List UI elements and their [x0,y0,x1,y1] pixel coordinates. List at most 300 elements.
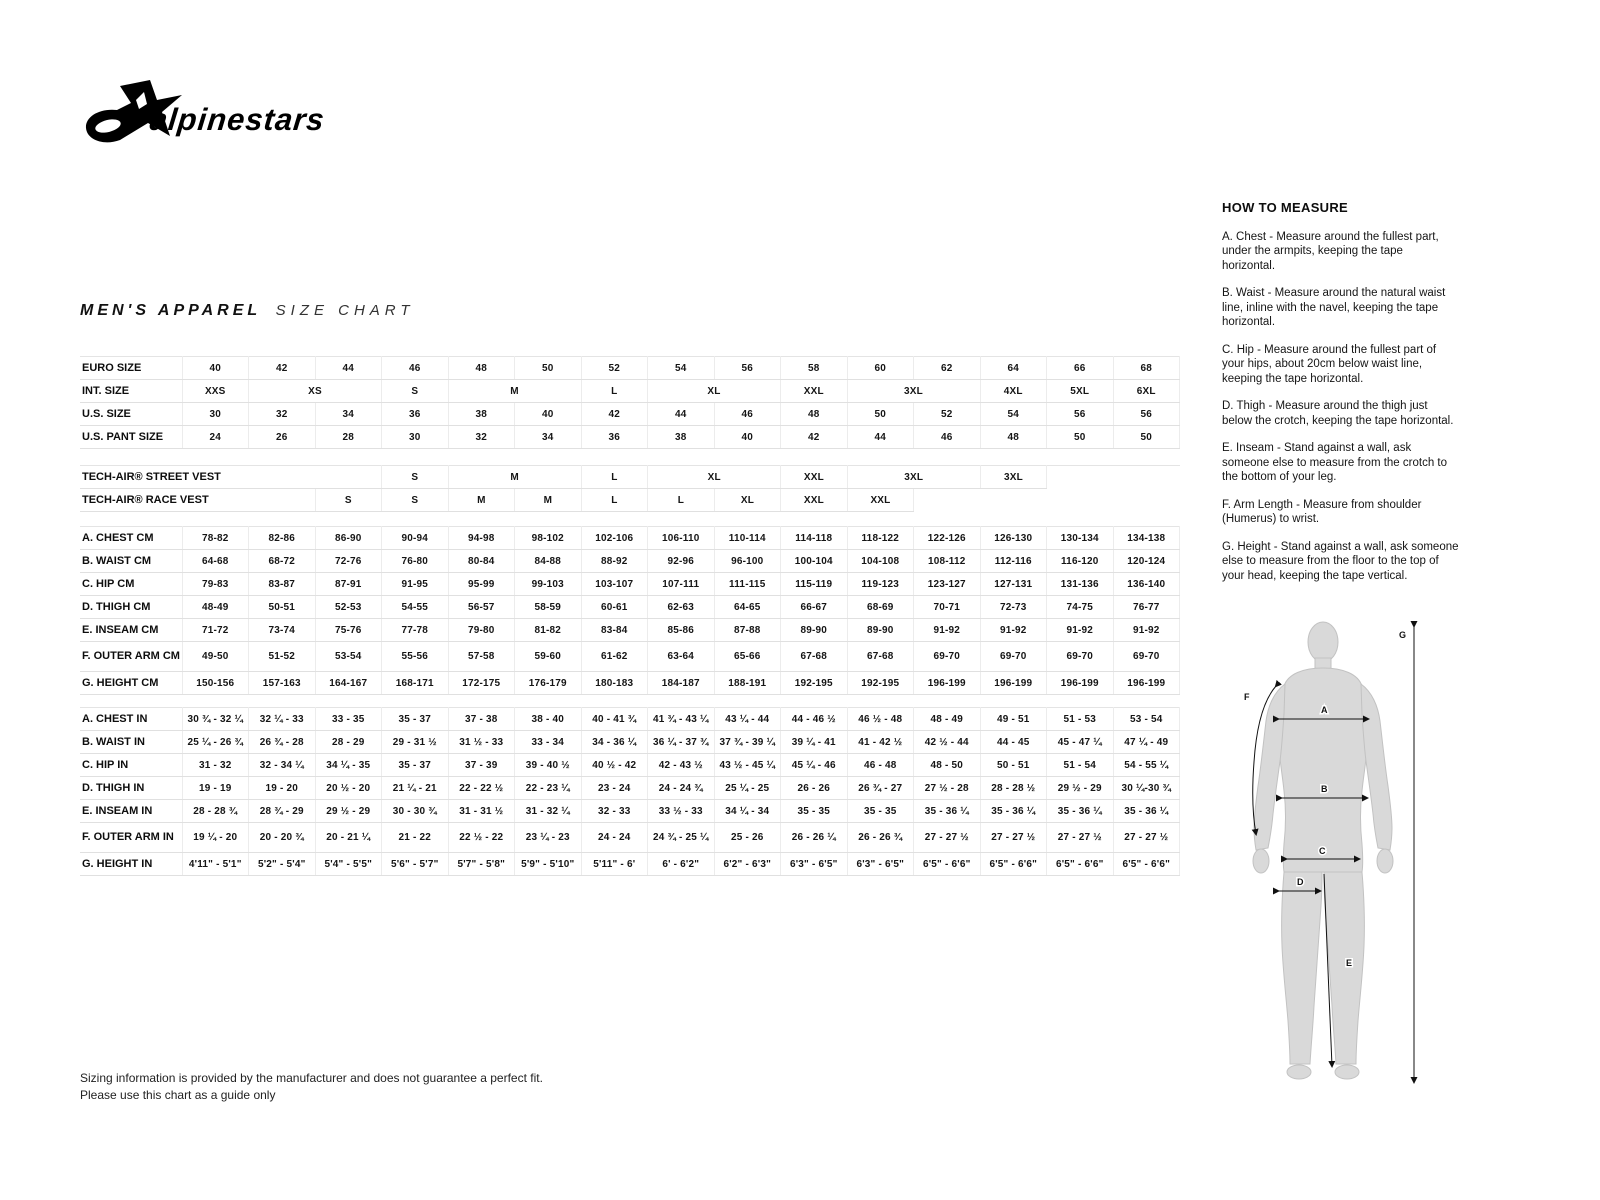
size-cell: 56-57 [448,596,515,619]
size-cell: 116-120 [1047,550,1114,573]
size-cell: 35 - 36 ¼ [1113,800,1180,823]
size-cell: XXS [182,380,249,403]
size-cell: 102-106 [581,527,648,550]
size-cell: 55-56 [382,642,449,672]
size-cell: 39 - 40 ½ [515,754,582,777]
size-cell: 40 [182,357,249,380]
size-cell: 27 - 27 ½ [1047,823,1114,853]
size-cell: 63-64 [648,642,715,672]
size-cell: 24 - 24 [581,823,648,853]
size-cell: 53-54 [315,642,382,672]
size-cell: 157-163 [249,672,316,695]
size-cell: 67-68 [781,642,848,672]
size-cell: 82-86 [249,527,316,550]
size-cell: 34 ¼ - 35 [315,754,382,777]
size-cell: 134-138 [1113,527,1180,550]
size-cell: 164-167 [315,672,382,695]
size-cell: 131-136 [1047,573,1114,596]
size-cell: 44 - 46 ½ [781,708,848,731]
size-cell: 26 ¾ - 27 [847,777,914,800]
size-cell: 32 [249,403,316,426]
row-label: G. HEIGHT CM [80,672,182,695]
size-cell: 48 [781,403,848,426]
size-table-sizes [80,356,1180,449]
size-cell: 30 - 30 ¾ [382,800,449,823]
size-cell: 150-156 [182,672,249,695]
size-cell: 108-112 [914,550,981,573]
size-cell: 20 - 21 ¼ [315,823,382,853]
size-cell: 50 [515,357,582,380]
title-main: MEN'S APPAREL [80,302,262,319]
measure-guide-item: G. Height - Stand against a wall, ask someone else to measure from the floor to the top of your head, keeping the tape vertical. [1222,540,1459,582]
size-cell: 38 - 40 [515,708,582,731]
size-cell: 54-55 [382,596,449,619]
size-cell: 24 [182,426,249,449]
size-cell: 5XL [1047,380,1114,403]
size-cell: 5'9" - 5'10" [515,853,582,876]
size-cell: 64 [980,357,1047,380]
size-cell: 114-118 [781,527,848,550]
row-label: E. INSEAM CM [80,619,182,642]
size-cell: 3XL [847,380,980,403]
body-diagram [1228,616,1428,1094]
footer-line-1: Sizing information is provided by the manufacturer and does not guarantee a perfect fit. [80,1071,543,1085]
size-cell: 33 - 34 [515,731,582,754]
size-cell: 35 - 35 [781,800,848,823]
size-cell: 19 - 20 [249,777,316,800]
size-cell: M [448,466,581,489]
size-cell: 22 - 23 ¼ [515,777,582,800]
size-cell: 62-63 [648,596,715,619]
footer-note [80,1070,543,1104]
size-cell: 44 [648,403,715,426]
size-cell: 47 ¼ - 49 [1113,731,1180,754]
size-cell: 53 - 54 [1113,708,1180,731]
size-cell: 95-99 [448,573,515,596]
measure-guide-item: C. Hip - Measure around the fullest part of your hips, about 20cm below waist line, keeping the tape horizontal. [1222,343,1437,385]
size-cell: 76-77 [1113,596,1180,619]
size-cell: 65-66 [714,642,781,672]
size-cell: 83-87 [249,573,316,596]
size-cell: M [515,489,582,512]
size-cell: 35 - 37 [382,708,449,731]
size-cell: 60-61 [581,596,648,619]
size-cell: 112-116 [980,550,1047,573]
size-cell: 52 [581,357,648,380]
size-cell: 26 - 26 ¼ [781,823,848,853]
size-cell: 91-92 [1047,619,1114,642]
size-cell: 176-179 [515,672,582,695]
size-cell: 110-114 [714,527,781,550]
size-cell: 6'3" - 6'5" [781,853,848,876]
size-cell: 34 - 36 ¼ [581,731,648,754]
size-cell: 24 - 24 ¾ [648,777,715,800]
size-cell: 27 - 27 ½ [1113,823,1180,853]
size-cell: 51 - 53 [1047,708,1114,731]
measure-label-c: C [1319,846,1326,856]
size-table-cm [80,526,1180,695]
size-cell: XL [714,489,781,512]
size-cell: 4XL [980,380,1047,403]
size-cell: 120-124 [1113,550,1180,573]
size-cell: L [581,466,648,489]
size-cell: 54 [980,403,1047,426]
row-label: TECH-AIR® STREET VEST [80,466,182,489]
size-cell: 86-90 [315,527,382,550]
size-cell: 48 - 50 [914,754,981,777]
size-cell: 26 - 26 [781,777,848,800]
size-cell: 32 ¼ - 33 [249,708,316,731]
row-label: TECH-AIR® RACE VEST [80,489,182,512]
size-cell: 26 - 26 ¾ [847,823,914,853]
size-cell: 87-91 [315,573,382,596]
size-cell: 123-127 [914,573,981,596]
size-cell: 30 ¾ - 32 ¼ [182,708,249,731]
size-cell: 29 ½ - 29 [1047,777,1114,800]
size-cell: 62 [914,357,981,380]
size-tables [80,356,1180,876]
size-cell: 30 ¼-30 ¾ [1113,777,1180,800]
size-cell: 31 - 31 ½ [448,800,515,823]
size-cell: 91-92 [980,619,1047,642]
size-cell: 91-92 [914,619,981,642]
size-cell [1047,466,1180,489]
size-cell: 64-68 [182,550,249,573]
size-cell: 41 - 42 ½ [847,731,914,754]
size-cell: 30 [382,426,449,449]
size-cell: 36 ¼ - 37 ¾ [648,731,715,754]
size-cell: 69-70 [1047,642,1114,672]
size-cell: 31 - 32 [182,754,249,777]
size-cell: 30 [182,403,249,426]
size-cell: 28 - 29 [315,731,382,754]
size-cell: 50 [847,403,914,426]
row-label: C. HIP IN [80,754,182,777]
measure-guide-item: B. Waist - Measure around the natural waist line, inline with the navel, keeping the tape horizontal. [1222,287,1446,329]
size-cell: 24 ¾ - 25 ¼ [648,823,715,853]
row-label: D. THIGH IN [80,777,182,800]
page-title [80,302,415,320]
size-cell: 104-108 [847,550,914,573]
row-label: EURO SIZE [80,357,182,380]
row-label: A. CHEST IN [80,708,182,731]
size-cell: 26 ¾ - 28 [249,731,316,754]
size-cell: 6'2" - 6'3" [714,853,781,876]
size-cell: 49-50 [182,642,249,672]
size-cell: 45 - 47 ¼ [1047,731,1114,754]
size-cell: 46 ½ - 48 [847,708,914,731]
size-cell: 172-175 [448,672,515,695]
size-cell: 35 - 35 [847,800,914,823]
size-cell: 136-140 [1113,573,1180,596]
size-cell: 28 [315,426,382,449]
size-cell: 46 [914,426,981,449]
row-label: INT. SIZE [80,380,182,403]
size-cell: 71-72 [182,619,249,642]
size-cell: 5'2" - 5'4" [249,853,316,876]
row-label: G. HEIGHT IN [80,853,182,876]
brand-logo [84,78,384,150]
size-cell: 48 [448,357,515,380]
size-cell: 69-70 [980,642,1047,672]
size-cell: 74-75 [1047,596,1114,619]
size-cell: 99-103 [515,573,582,596]
row-label: B. WAIST IN [80,731,182,754]
size-cell: 118-122 [847,527,914,550]
size-cell: 20 ½ - 20 [315,777,382,800]
size-cell: XXL [781,380,848,403]
size-cell: 6'5" - 6'6" [980,853,1047,876]
brand-wordmark: alpinestars [148,102,327,137]
size-cell: 196-199 [1047,672,1114,695]
size-cell: 34 [515,426,582,449]
size-cell: 56 [1047,403,1114,426]
row-label: U.S. PANT SIZE [80,426,182,449]
size-cell: 26 [249,426,316,449]
size-cell: 32 - 33 [581,800,648,823]
size-cell: 27 - 27 ½ [914,823,981,853]
size-cell: 5'4" - 5'5" [315,853,382,876]
size-cell: 25 - 26 [714,823,781,853]
row-label: F. OUTER ARM IN [80,823,182,853]
size-cell: 42 [581,403,648,426]
measure-guide-item: A. Chest - Measure around the fullest part, under the armpits, keeping the tape horizontal. [1222,231,1439,272]
measure-guide [1222,200,1459,596]
size-cell: 64-65 [714,596,781,619]
size-cell: 50 [1047,426,1114,449]
size-cell: XXL [847,489,914,512]
size-cell: 34 ¼ - 34 [714,800,781,823]
size-cell: 92-96 [648,550,715,573]
size-cell: XS [249,380,382,403]
size-cell: 68 [1113,357,1180,380]
size-cell: 68-72 [249,550,316,573]
size-cell: 115-119 [781,573,848,596]
size-cell: 46 [714,403,781,426]
size-cell: 87-88 [714,619,781,642]
size-cell: 54 [648,357,715,380]
row-label: A. CHEST CM [80,527,182,550]
size-cell: 22 ½ - 22 [448,823,515,853]
size-cell: 42 [781,426,848,449]
size-cell: 79-80 [448,619,515,642]
measure-guide-item: E. Inseam - Stand against a wall, ask someone else to measure from the crotch to the bottom of your leg. [1222,442,1447,484]
size-cell: 60 [847,357,914,380]
size-cell: 81-82 [515,619,582,642]
size-cell: 38 [648,426,715,449]
measure-guide-title: HOW TO MEASURE [1222,200,1349,215]
size-cell: 28 ¾ - 29 [249,800,316,823]
size-cell: 35 - 36 ¼ [980,800,1047,823]
size-cell: 72-73 [980,596,1047,619]
size-cell: 44 [315,357,382,380]
size-cell: L [581,380,648,403]
size-cell: 89-90 [847,619,914,642]
size-cell: 39 ¼ - 41 [781,731,848,754]
size-cell: M [448,489,515,512]
size-cell: 61-62 [581,642,648,672]
size-cell: 106-110 [648,527,715,550]
size-cell: 119-123 [847,573,914,596]
size-cell: 66 [1047,357,1114,380]
size-cell: 85-86 [648,619,715,642]
size-cell: 35 - 36 ¼ [914,800,981,823]
size-cell: 77-78 [382,619,449,642]
size-cell: 6'5" - 6'6" [1113,853,1180,876]
size-cell: 6' - 6'2" [648,853,715,876]
size-cell: 180-183 [581,672,648,695]
size-cell: 83-84 [581,619,648,642]
size-cell: 75-76 [315,619,382,642]
size-cell: 51 - 54 [1047,754,1114,777]
size-cell: 36 [581,426,648,449]
size-cell: 19 - 19 [182,777,249,800]
size-cell: 40 ½ - 42 [581,754,648,777]
size-cell: 32 [448,426,515,449]
size-cell: 5'6" - 5'7" [382,853,449,876]
size-cell: 122-126 [914,527,981,550]
size-cell: 28 - 28 ¾ [182,800,249,823]
title-sub: SIZE CHART [275,302,415,319]
size-cell: 29 ½ - 29 [315,800,382,823]
size-cell: 6'5" - 6'6" [1047,853,1114,876]
size-cell: 43 ½ - 45 ¼ [714,754,781,777]
size-cell: 28 - 28 ½ [980,777,1047,800]
size-cell: 50-51 [249,596,316,619]
size-cell: 91-95 [382,573,449,596]
size-cell [914,489,1180,512]
size-cell: S [315,489,382,512]
size-cell: 37 ¾ - 39 ¼ [714,731,781,754]
size-cell: 38 [448,403,515,426]
size-cell: S [382,489,449,512]
size-cell: XXL [781,489,848,512]
measure-guide-item: D. Thigh - Measure around the thigh just below the crotch, keeping the tape horizontal. [1222,400,1454,427]
size-cell: 58-59 [515,596,582,619]
size-cell: 69-70 [914,642,981,672]
row-label: C. HIP CM [80,573,182,596]
size-cell: 6'3" - 6'5" [847,853,914,876]
size-cell: 23 - 24 [581,777,648,800]
size-cell: 3XL [980,466,1047,489]
size-cell: 89-90 [781,619,848,642]
size-cell: 50 - 51 [980,754,1047,777]
size-cell: 6XL [1113,380,1180,403]
row-label: E. INSEAM IN [80,800,182,823]
size-cell: XL [648,380,781,403]
size-cell: 21 - 22 [382,823,449,853]
size-cell: M [448,380,581,403]
size-cell: 3XL [847,466,980,489]
size-cell: 88-92 [581,550,648,573]
size-cell: 45 ¼ - 46 [781,754,848,777]
measure-label-d: D [1297,877,1304,887]
size-cell: 42 - 43 ½ [648,754,715,777]
size-cell: 35 - 37 [382,754,449,777]
size-cell: 5'11" - 6' [581,853,648,876]
size-cell: 196-199 [914,672,981,695]
size-cell: 22 - 22 ½ [448,777,515,800]
measure-label-a: A [1321,705,1328,715]
size-cell: 192-195 [847,672,914,695]
size-cell: 73-74 [249,619,316,642]
size-cell: 69-70 [1113,642,1180,672]
row-label: D. THIGH CM [80,596,182,619]
size-cell: 127-131 [980,573,1047,596]
size-cell: 68-69 [847,596,914,619]
size-cell: 21 ¼ - 21 [382,777,449,800]
measure-label-b: B [1321,784,1328,794]
size-cell: 96-100 [714,550,781,573]
size-cell: 58 [781,357,848,380]
measure-label-f: F [1244,692,1250,702]
size-cell: 126-130 [980,527,1047,550]
size-cell: 27 - 27 ½ [980,823,1047,853]
size-cell: 196-199 [1113,672,1180,695]
size-cell: 41 ¾ - 43 ¼ [648,708,715,731]
size-cell: 48 - 49 [914,708,981,731]
size-cell: 4'11" - 5'1" [182,853,249,876]
size-cell: 56 [1113,403,1180,426]
size-table-inches [80,707,1180,876]
size-cell: S [382,466,449,489]
size-cell: 49 - 51 [980,708,1047,731]
size-cell: 33 - 35 [315,708,382,731]
size-cell: 130-134 [1047,527,1114,550]
size-cell: 80-84 [448,550,515,573]
size-cell: 196-199 [980,672,1047,695]
size-cell: 46 - 48 [847,754,914,777]
measure-label-g: G [1399,630,1407,640]
size-cell: 52 [914,403,981,426]
measure-guide-items [1222,230,1459,583]
size-cell: 48-49 [182,596,249,619]
measure-guide-item: F. Arm Length - Measure from shoulder (Humerus) to wrist. [1222,498,1422,526]
size-cell: 25 ¼ - 26 ¾ [182,731,249,754]
size-cell: 35 - 36 ¼ [1047,800,1114,823]
size-cell: 67-68 [847,642,914,672]
size-cell: 84-88 [515,550,582,573]
size-cell: L [648,489,715,512]
size-cell: 44 [847,426,914,449]
size-cell: 42 ½ - 44 [914,731,981,754]
size-cell: 31 ½ - 33 [448,731,515,754]
size-cell: 91-92 [1113,619,1180,642]
size-cell: 70-71 [914,596,981,619]
size-cell: 36 [382,403,449,426]
size-cell: 42 [249,357,316,380]
row-label: B. WAIST CM [80,550,182,573]
size-cell: 46 [382,357,449,380]
size-cell: L [581,489,648,512]
size-cell: 20 - 20 ¾ [249,823,316,853]
size-cell: 40 [515,403,582,426]
size-cell: 40 - 41 ¾ [581,708,648,731]
size-cell: 51-52 [249,642,316,672]
size-cell: 34 [315,403,382,426]
size-cell: 25 ¼ - 25 [714,777,781,800]
size-cell: 37 - 38 [448,708,515,731]
row-label: U.S. SIZE [80,403,182,426]
size-cell: 78-82 [182,527,249,550]
size-cell: 6'5" - 6'6" [914,853,981,876]
measure-label-e: E [1346,958,1353,968]
size-cell: 72-76 [315,550,382,573]
size-cell: 32 - 34 ¼ [249,754,316,777]
size-cell: 59-60 [515,642,582,672]
size-cell: 90-94 [382,527,449,550]
size-cell: 50 [1113,426,1180,449]
